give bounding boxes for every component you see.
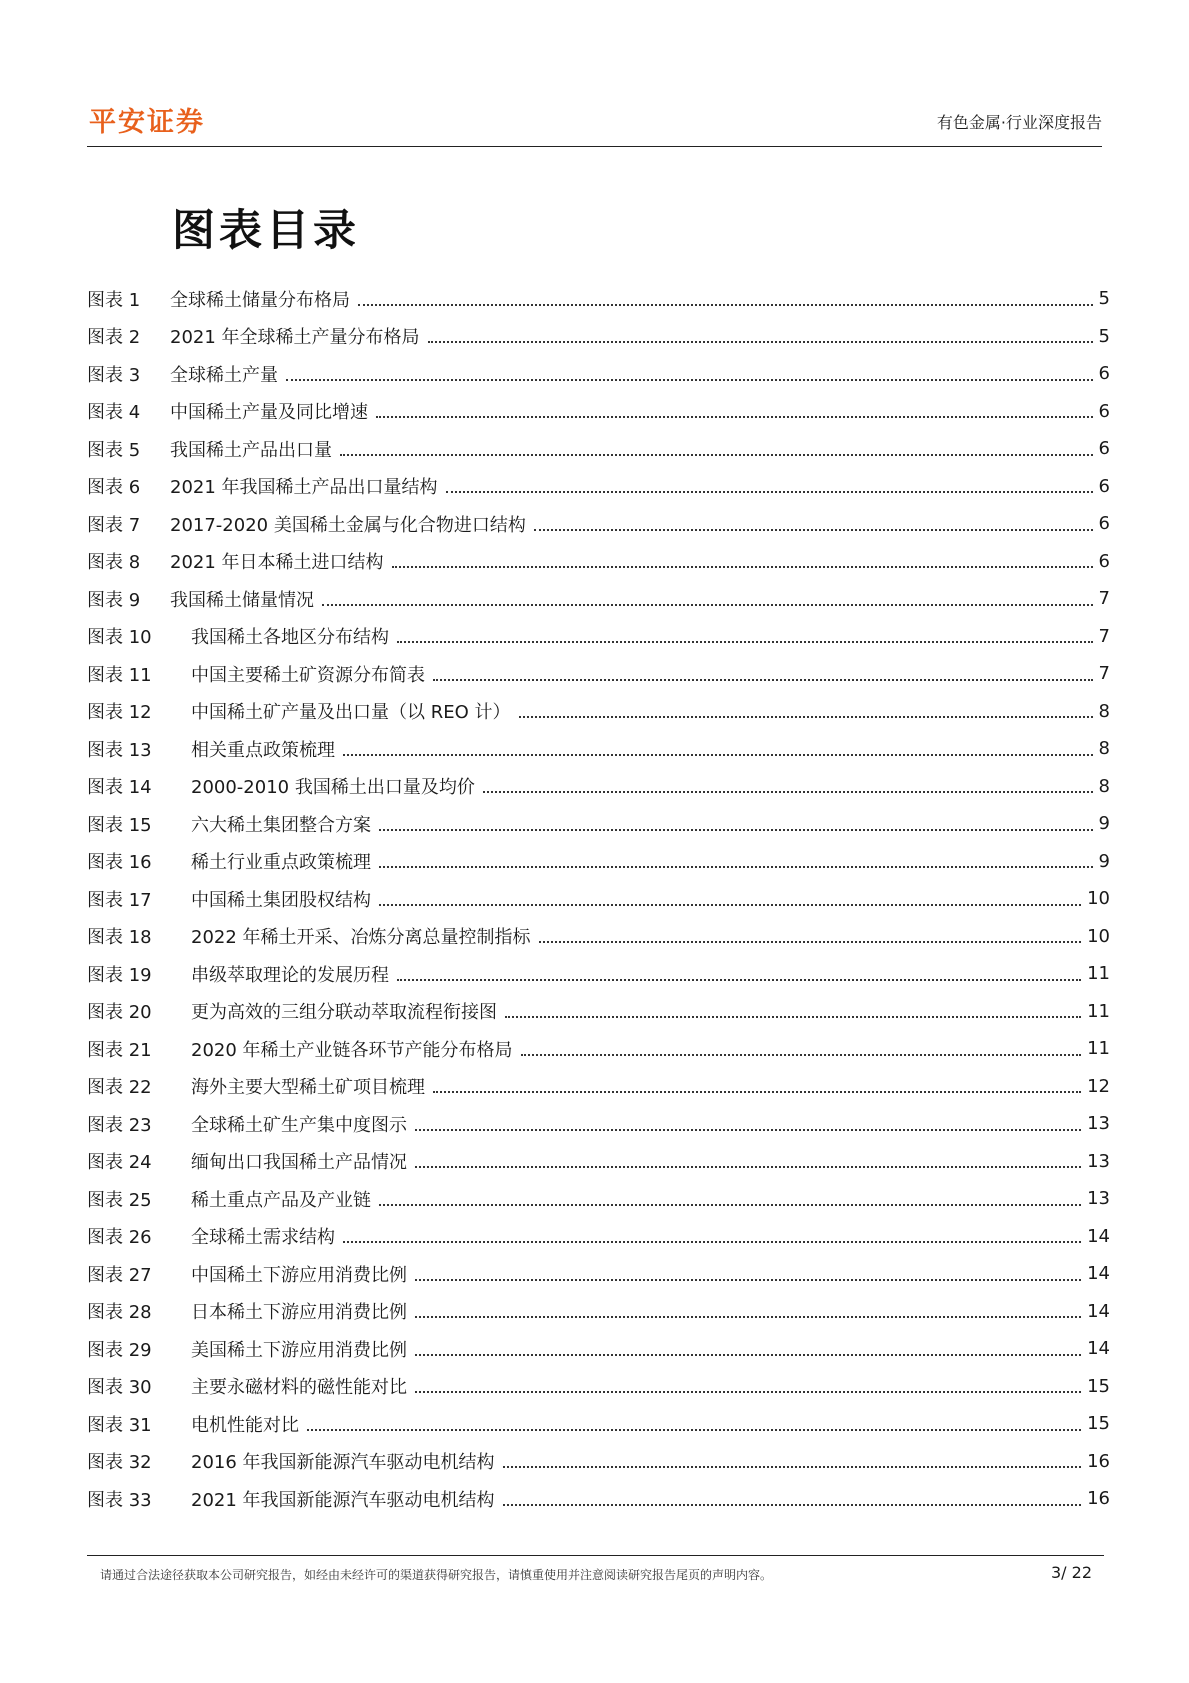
toc-figure-label: 图表 26 [87,1227,152,1249]
toc-leader-dots [376,416,1093,418]
toc-leader-dots [415,1316,1081,1318]
toc-page-number: 7 [1098,588,1110,610]
toc-entry-title: 2021 年全球稀土产量分布格局 [170,327,420,349]
toc-leader-dots [505,1016,1081,1018]
toc-entry[interactable] [87,618,1110,656]
toc-entry[interactable] [87,993,1110,1031]
toc-entry[interactable] [87,1105,1110,1143]
toc-entry[interactable] [87,1480,1110,1518]
toc-entry-title: 电机性能对比 [191,1414,299,1436]
toc-page-number: 8 [1098,700,1110,722]
toc-leader-dots [415,1166,1081,1168]
toc-entry[interactable] [87,693,1110,731]
toc-entry-title: 2022 年稀土开采、冶炼分离总量控制指标 [191,927,531,949]
toc-leader-dots [397,641,1093,643]
toc-figure-label: 图表 27 [87,1264,152,1286]
toc-entry-title: 2020 年稀土产业链各环节产能分布格局 [191,1039,513,1061]
toc-page-number: 10 [1087,888,1110,910]
toc-figure-label: 图表 13 [87,739,152,761]
toc-entry-title: 我国稀土产品出口量 [170,439,332,461]
toc-entry-title: 中国稀土集团股权结构 [191,889,371,911]
toc-figure-label: 图表 31 [87,1414,152,1436]
toc-entry-title: 日本稀土下游应用消费比例 [191,1302,407,1324]
toc-entry[interactable] [87,805,1110,843]
toc-leader-dots [343,1241,1081,1243]
toc-leader-dots [415,1129,1081,1131]
toc-page-number: 11 [1087,1038,1110,1060]
toc-entry[interactable] [87,505,1110,543]
toc-entry[interactable] [87,468,1110,506]
toc-leader-dots [322,604,1093,606]
toc-leader-dots [415,1391,1081,1393]
toc-page-number: 10 [1087,925,1110,947]
toc-entry[interactable] [87,1368,1110,1406]
toc-leader-dots [286,379,1093,381]
page-number: 3/ 22 [1050,1563,1092,1582]
toc-leader-dots [392,566,1093,568]
toc-entry-title: 缅甸出口我国稀土产品情况 [191,1152,407,1174]
toc-page-number: 8 [1098,738,1110,760]
toc-leader-dots [519,716,1093,718]
toc-leader-dots [503,1466,1082,1468]
toc-figure-label: 图表 4 [87,402,141,424]
toc-entry-title: 中国稀土下游应用消费比例 [191,1264,407,1286]
toc-page-number: 11 [1087,1000,1110,1022]
toc-figure-label: 图表 6 [87,477,141,499]
toc-figure-label: 图表 3 [87,364,141,386]
toc-entry[interactable] [87,1218,1110,1256]
toc-figure-label: 图表 23 [87,1114,152,1136]
company-logo: 平安证券 [89,107,205,138]
toc-entry-title: 中国稀土产量及同比增速 [170,402,368,424]
toc-entry[interactable] [87,768,1110,806]
toc-leader-dots [539,941,1082,943]
toc-leader-dots [397,979,1081,981]
toc-entry[interactable] [87,393,1110,431]
toc-entry-title: 中国稀土矿产量及出口量（以 REO 计） [191,702,511,724]
toc-page-number: 9 [1098,850,1110,872]
toc-entry[interactable] [87,730,1110,768]
toc-entry-title: 2016 年我国新能源汽车驱动电机结构 [191,1452,495,1474]
toc-entry[interactable] [87,1180,1110,1218]
toc-figure-label: 图表 12 [87,702,152,724]
toc-entry[interactable] [87,1330,1110,1368]
toc-entry-title: 全球稀土需求结构 [191,1227,335,1249]
toc-entry[interactable] [87,880,1110,918]
toc-entry-title: 全球稀土矿生产集中度图示 [191,1114,407,1136]
toc-entry-title: 2021 年我国新能源汽车驱动电机结构 [191,1489,495,1511]
toc-leader-dots [521,1054,1082,1056]
toc-entry[interactable] [87,543,1110,581]
toc-page-number: 16 [1087,1450,1110,1472]
toc-page-number: 11 [1087,963,1110,985]
toc-page-number: 14 [1087,1300,1110,1322]
toc-leader-dots [307,1429,1081,1431]
toc-leader-dots [415,1354,1081,1356]
toc-figure-label: 图表 30 [87,1377,152,1399]
toc-entry-title: 2021 年我国稀土产品出口量结构 [170,477,438,499]
toc-entry-title: 串级萃取理论的发展历程 [191,964,389,986]
toc-entry-title: 相关重点政策梳理 [191,739,335,761]
toc-figure-label: 图表 25 [87,1189,152,1211]
page-title: 图表目录 [172,206,360,256]
toc-leader-dots [343,754,1093,756]
toc-entry[interactable] [87,655,1110,693]
page-header [87,96,1102,147]
toc-page-number: 15 [1087,1375,1110,1397]
toc-entry-title: 2017-2020 美国稀土金属与化合物进口结构 [170,514,526,536]
toc-page-number: 15 [1087,1413,1110,1435]
toc-entry[interactable] [87,1143,1110,1181]
toc-leader-dots [379,829,1093,831]
toc-entry[interactable] [87,280,1110,318]
toc-entry-title: 稀土行业重点政策梳理 [191,852,371,874]
toc-entry-title: 全球稀土储量分布格局 [170,289,350,311]
toc-leader-dots [433,679,1093,681]
toc-entry-title: 六大稀土集团整合方案 [191,814,371,836]
toc-page-number: 5 [1098,325,1110,347]
toc-figure-label: 图表 14 [87,777,152,799]
toc-entry[interactable] [87,1405,1110,1443]
toc-entry-title: 我国稀土各地区分布结构 [191,627,389,649]
toc-entry-title: 中国主要稀土矿资源分布简表 [191,664,425,686]
toc-figure-label: 图表 24 [87,1152,152,1174]
toc-entry[interactable] [87,843,1110,881]
toc-entry[interactable] [87,318,1110,356]
toc-page-number: 14 [1087,1263,1110,1285]
page-footer [87,1555,1104,1582]
toc-leader-dots [415,1279,1081,1281]
toc-page-number: 5 [1098,288,1110,310]
toc-figure-label: 图表 7 [87,514,141,536]
toc-leader-dots [483,791,1093,793]
toc-figure-label: 图表 11 [87,664,152,686]
toc-entry[interactable] [87,1443,1110,1481]
toc-page-number: 13 [1087,1150,1110,1172]
toc-figure-label: 图表 5 [87,439,141,461]
toc-figure-label: 图表 21 [87,1039,152,1061]
toc-entry[interactable] [87,918,1110,956]
toc-entry-title: 主要永磁材料的磁性能对比 [191,1377,407,1399]
toc-entry[interactable] [87,1068,1110,1106]
toc-page-number: 12 [1087,1075,1110,1097]
toc-entry-title: 稀土重点产品及产业链 [191,1189,371,1211]
toc-page-number: 13 [1087,1188,1110,1210]
toc-entry[interactable] [87,355,1110,393]
toc-leader-dots [428,341,1093,343]
toc-page-number: 7 [1098,663,1110,685]
toc-page-number: 9 [1098,813,1110,835]
toc-entry-title: 美国稀土下游应用消费比例 [191,1339,407,1361]
toc-page-number: 8 [1098,775,1110,797]
toc-entry[interactable] [87,955,1110,993]
toc-leader-dots [379,866,1093,868]
toc-page-number: 14 [1087,1225,1110,1247]
toc-page-number: 6 [1098,550,1110,572]
toc-entry-title: 更为高效的三组分联动萃取流程衔接图 [191,1002,497,1024]
toc-leader-dots [340,454,1093,456]
toc-entry[interactable] [87,1030,1110,1068]
toc-page-number: 6 [1098,400,1110,422]
toc-leader-dots [433,1091,1081,1093]
toc-page-number: 6 [1098,475,1110,497]
toc-leader-dots [446,491,1093,493]
toc-figure-label: 图表 9 [87,589,141,611]
toc-figure-label: 图表 8 [87,552,141,574]
toc-page-number: 6 [1098,438,1110,460]
toc-page-number: 6 [1098,363,1110,385]
toc-figure-label: 图表 16 [87,852,152,874]
toc-page-number: 14 [1087,1338,1110,1360]
figure-toc [87,280,1110,1518]
toc-figure-label: 图表 1 [87,289,141,311]
toc-entry[interactable] [87,430,1110,468]
toc-page-number: 7 [1098,625,1110,647]
toc-entry[interactable] [87,1293,1110,1331]
toc-figure-label: 图表 33 [87,1489,152,1511]
toc-leader-dots [534,529,1093,531]
toc-figure-label: 图表 19 [87,964,152,986]
toc-figure-label: 图表 2 [87,327,141,349]
toc-leader-dots [358,304,1093,306]
toc-figure-label: 图表 10 [87,627,152,649]
toc-figure-label: 图表 18 [87,927,152,949]
footer-disclaimer: 请通过合法途径获取本公司研究报告，如经由未经许可的渠道获得研究报告，请慎重使用并注意阅读研究报告尾页的声明内容。 [100,1568,773,1582]
toc-figure-label: 图表 17 [87,889,152,911]
toc-entry-title: 2000-2010 我国稀土出口量及均价 [191,777,475,799]
toc-entry-title: 2021 年日本稀土进口结构 [170,552,384,574]
toc-leader-dots [379,904,1081,906]
toc-entry[interactable] [87,1255,1110,1293]
toc-leader-dots [503,1504,1082,1506]
toc-figure-label: 图表 29 [87,1339,152,1361]
toc-entry-title: 我国稀土储量情况 [170,589,314,611]
toc-page-number: 6 [1098,513,1110,535]
toc-figure-label: 图表 22 [87,1077,152,1099]
toc-figure-label: 图表 15 [87,814,152,836]
report-type: 有色金属·行业深度报告 [936,113,1102,132]
toc-page-number: 13 [1087,1113,1110,1135]
toc-figure-label: 图表 32 [87,1452,152,1474]
toc-figure-label: 图表 28 [87,1302,152,1324]
toc-entry[interactable] [87,580,1110,618]
toc-leader-dots [379,1204,1081,1206]
toc-page-number: 16 [1087,1488,1110,1510]
toc-figure-label: 图表 20 [87,1002,152,1024]
toc-entry-title: 全球稀土产量 [170,364,278,386]
toc-entry-title: 海外主要大型稀土矿项目梳理 [191,1077,425,1099]
